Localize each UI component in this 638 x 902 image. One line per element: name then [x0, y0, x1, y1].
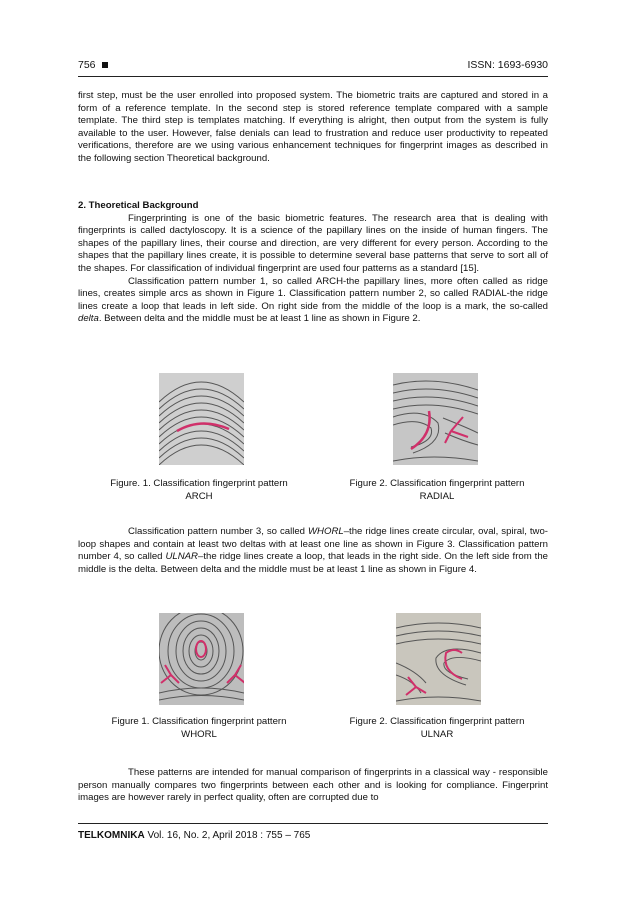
paragraph-3: Classification pattern number 3, so called WHORL–the ridge lines create circular, oval, spiral, two-loop shapes and contain at least two deltas with at least one line as shown in Figure 3. Classification pattern number 4, so called ULNAR–the ridge lines create a loop, that leads in the right side. On the left side from the middle is the delta. Between delta and the middle must be at least 1 line as shown in Figure 4. — [78, 526, 549, 575]
paragraph-4: These patterns are intended for manual comparison of fingerprints in a classical way - responsible person manually compares two fingerprints between each other and is looking for compliance. Fingerprint images are however rarely in perfect quality, often are corrupted due to — [78, 767, 548, 804]
intro-paragraph: first step, must be the user enrolled into proposed system. The biometric traits are captured and stored in a form of a reference template. In the second step is stored reference template compared with a sample template. The third step is templates matching. If everything is alright, then output from the system is fully available to the user. However, false denials can lead to frustration and reduce user productivity to repeated verifications, therefore are we using various enhancement techniques for fingerprint images as described in the following section Theoretical background. — [78, 90, 548, 164]
journal-name: TELKOMNIKA — [78, 830, 145, 841]
caption-figure-radial: Figure 2. Classification fingerprint pattern RADIAL — [349, 478, 525, 502]
section-theory — [78, 200, 548, 326]
figure-radial-image — [393, 373, 478, 465]
header-rule — [78, 76, 548, 77]
figure-whorl-image — [159, 613, 244, 705]
caption-figure-whorl: Figure 1. Classification fingerprint pattern WHORL — [111, 716, 287, 740]
page-header — [78, 59, 548, 71]
square-bullet-icon — [102, 62, 108, 68]
figure-arch-image — [159, 373, 244, 465]
caption-figure-arch: Figure. 1. Classification fingerprint pattern ARCH — [110, 478, 288, 502]
page-number: 756 — [78, 59, 96, 71]
issn: ISSN: 1693-6930 — [467, 59, 548, 71]
paragraph-2: Classification pattern number 1, so called ARCH-the papillary lines, more often called as ridge lines, creates simple arcs as shown in Figure 1. Classification pattern number 2, so called RADIAL-the ridge lines create a loop that leads in left side. On right side from the middle of the loop is a mark, the so-called delta. Between delta and the middle must be at least 1 line as shown in Figure 2. — [78, 275, 548, 325]
journal-details: Vol. 16, No. 2, April 2018 : 755 – 765 — [147, 830, 311, 841]
caption-figure-ulnar: Figure 2. Classification fingerprint pattern ULNAR — [349, 716, 525, 740]
page-footer — [78, 830, 310, 841]
section-title: 2. Theoretical Background — [78, 200, 199, 211]
figure-ulnar-image — [396, 613, 481, 705]
footer-rule — [78, 823, 548, 824]
paragraph-1: Fingerprinting is one of the basic biometric features. The research area that is dealing with fingerprints is called dactyloscopy. It is a science of the papillary lines on the inside of human fingers. The shapes of the papillary lines, their course and direction, are very different for every person. According to the shapes that the papillary lines create, it is possible to determine several base patterns that serve to sort all of the shapes. For classification of individual fingerprint are used four patterns as a standard [15]. — [78, 212, 548, 274]
